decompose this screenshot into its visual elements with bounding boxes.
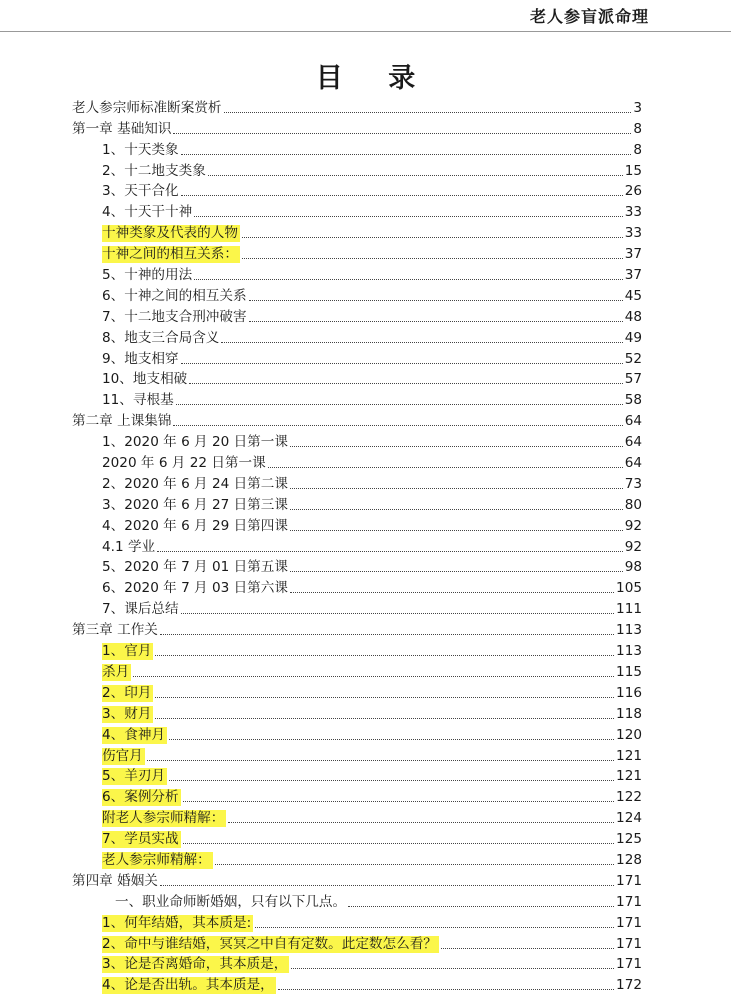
toc-page-number: 64 <box>624 434 642 451</box>
toc-entry-label: 第二章 上课集锦 <box>72 413 172 430</box>
dot-leader <box>181 154 632 155</box>
dot-leader <box>278 989 614 990</box>
dot-leader <box>441 948 614 949</box>
toc-entry[interactable] <box>72 514 642 535</box>
toc-entry[interactable] <box>72 472 642 493</box>
toc-entry-label: 7、学员实战 <box>102 831 179 848</box>
dot-leader <box>160 885 614 886</box>
dot-leader <box>194 216 622 217</box>
toc-entry[interactable] <box>72 576 642 597</box>
toc-entry-label: 6、案例分析 <box>102 789 179 806</box>
toc-entry-label: 5、羊刃月 <box>102 768 166 785</box>
dot-leader <box>228 822 614 823</box>
toc-entry-label: 4、食神月 <box>102 726 166 743</box>
dot-leader <box>268 467 623 468</box>
dot-leader <box>155 718 614 719</box>
toc-entry[interactable] <box>72 597 642 618</box>
toc-page-number: 125 <box>616 831 642 848</box>
toc-entry[interactable] <box>72 639 642 660</box>
dot-leader <box>155 655 614 656</box>
toc-entry-label: 附老人参宗师精解： <box>102 810 225 827</box>
dot-leader <box>215 864 614 865</box>
toc-entry-label: 7、课后总结 <box>102 601 179 618</box>
toc-entry[interactable] <box>72 284 642 305</box>
toc-entry-label: 十神之间的相互关系： <box>102 246 238 263</box>
dot-leader <box>147 760 614 761</box>
toc-entry-label: 2、十二地支类象 <box>102 162 206 179</box>
toc-entry-label: 2020 年 6 月 22 日第一课 <box>102 455 266 472</box>
toc-entry[interactable] <box>72 242 642 263</box>
toc-page-number: 64 <box>624 455 642 472</box>
dot-leader <box>173 133 631 134</box>
toc-entry-label: 3、论是否离婚命，其本质是， <box>102 956 288 973</box>
dot-leader <box>183 801 614 802</box>
toc-entry[interactable] <box>72 702 642 723</box>
toc-entry[interactable] <box>72 890 642 911</box>
toc-page-number: 45 <box>624 287 642 304</box>
toc-page-number: 58 <box>624 392 642 409</box>
toc-page-number: 98 <box>624 559 642 576</box>
toc-page-number: 111 <box>616 601 642 618</box>
dot-leader <box>183 843 614 844</box>
toc-page-number: 116 <box>616 684 642 701</box>
running-header: 老人参盲派命理 <box>529 7 649 26</box>
toc-page-number: 8 <box>633 120 642 137</box>
toc-page-number: 120 <box>616 726 642 743</box>
dot-leader <box>290 488 623 489</box>
toc-page-number: 115 <box>616 663 642 680</box>
toc-entry[interactable] <box>72 556 642 577</box>
toc-entry[interactable] <box>72 347 642 368</box>
toc-entry-label: 一、职业命师断婚姻，只有以下几点。 <box>115 893 347 910</box>
toc-page-number: 122 <box>616 789 642 806</box>
toc-entry[interactable] <box>72 723 642 744</box>
toc-page-number: 105 <box>616 580 642 597</box>
toc-entry-label: 1、十天类象 <box>102 141 179 158</box>
toc-entry-label: 6、十神之间的相互关系 <box>102 287 247 304</box>
toc-entry-label: 伤官月 <box>102 747 143 764</box>
toc-page-number: 3 <box>633 99 642 116</box>
toc-entry-label: 十神类象及代表的人物 <box>102 225 238 242</box>
dot-leader <box>208 175 623 176</box>
dot-leader <box>133 676 614 677</box>
toc-entry-label: 4、2020 年 6 月 29 日第四课 <box>102 517 288 534</box>
toc-entry-label: 6、2020 年 7 月 03 日第六课 <box>102 580 288 597</box>
toc-entry[interactable] <box>72 765 642 786</box>
toc-entry-label: 5、2020 年 7 月 01 日第五课 <box>102 559 288 576</box>
dot-leader <box>291 968 614 969</box>
toc-page-number: 121 <box>616 747 642 764</box>
toc-entry[interactable] <box>72 117 642 138</box>
toc-entry-label: 老人参宗师标准断案赏析 <box>72 99 222 116</box>
toc-entry[interactable] <box>72 430 642 451</box>
dot-leader <box>169 780 614 781</box>
toc-page-number: 128 <box>616 851 642 868</box>
toc-entry-label: 3、财月 <box>102 705 152 722</box>
toc-page-number: 121 <box>616 768 642 785</box>
toc-entry-label: 1、2020 年 6 月 20 日第一课 <box>102 434 288 451</box>
dot-leader <box>290 571 623 572</box>
toc-entry-label: 第一章 基础知识 <box>72 120 172 137</box>
toc-entry[interactable] <box>72 932 642 953</box>
toc-page-number: 113 <box>616 643 642 660</box>
dot-leader <box>181 613 614 614</box>
toc-page-number: 80 <box>624 496 642 513</box>
toc-entry[interactable] <box>72 200 642 221</box>
toc-entry-label: 3、2020 年 6 月 27 日第三课 <box>102 496 288 513</box>
toc-page-number: 113 <box>616 622 642 639</box>
toc-entry[interactable] <box>72 911 642 932</box>
toc-entry[interactable] <box>72 681 642 702</box>
toc-entry-label: 8、地支三合局含义 <box>102 329 220 346</box>
toc-entry[interactable] <box>72 305 642 326</box>
toc-entry-label: 10、地支相破 <box>102 371 188 388</box>
toc-entry-label: 第三章 工作关 <box>72 622 158 639</box>
toc-entry[interactable] <box>72 827 642 848</box>
toc-page-number: 57 <box>624 371 642 388</box>
toc-entry[interactable] <box>72 535 642 556</box>
dot-leader <box>249 300 623 301</box>
dot-leader <box>224 112 632 113</box>
toc-entry-label: 2、2020 年 6 月 24 日第二课 <box>102 475 288 492</box>
toc-entry-label: 1、官月 <box>102 643 152 660</box>
toc-entry[interactable] <box>72 451 642 472</box>
toc-entry[interactable] <box>72 138 642 159</box>
toc-entry-label: 第四章 婚姻关 <box>72 872 158 889</box>
toc-page-number: 124 <box>616 810 642 827</box>
toc-page-number: 8 <box>633 141 642 158</box>
toc-page-number: 15 <box>624 162 642 179</box>
table-of-contents <box>72 96 642 994</box>
toc-page-number: 26 <box>624 183 642 200</box>
toc-entry[interactable] <box>72 806 642 827</box>
dot-leader <box>348 906 614 907</box>
toc-page-number: 92 <box>624 538 642 555</box>
toc-page-number: 64 <box>624 413 642 430</box>
toc-entry-label: 4、论是否出轨。其本质是， <box>102 977 274 994</box>
toc-page-number: 118 <box>616 705 642 722</box>
toc-page-number: 33 <box>624 225 642 242</box>
toc-page-number: 92 <box>624 517 642 534</box>
toc-entry-label: 4、十天干十神 <box>102 204 193 221</box>
dot-leader <box>249 321 623 322</box>
dot-leader <box>173 425 622 426</box>
toc-entry-label: 5、十神的用法 <box>102 267 193 284</box>
toc-page-number: 171 <box>616 893 642 910</box>
toc-entry-label: 2、命中与谁结婚，冥冥之中自有定数。此定数怎么看？ <box>102 935 437 952</box>
toc-page-number: 37 <box>624 267 642 284</box>
toc-entry[interactable] <box>72 785 642 806</box>
toc-entry[interactable] <box>72 848 642 869</box>
dot-leader <box>255 927 614 928</box>
toc-entry[interactable] <box>72 159 642 180</box>
toc-page-number: 52 <box>624 350 642 367</box>
dot-leader <box>160 634 614 635</box>
dot-leader <box>194 279 622 280</box>
toc-page-number: 37 <box>624 246 642 263</box>
dot-leader <box>176 404 623 405</box>
dot-leader <box>221 342 622 343</box>
toc-page-number: 172 <box>616 977 642 994</box>
dot-leader <box>290 446 623 447</box>
dot-leader <box>155 697 614 698</box>
page-title: 目 录 <box>315 63 434 94</box>
toc-entry[interactable] <box>72 326 642 347</box>
toc-entry[interactable] <box>72 660 642 681</box>
toc-entry-label: 11、寻根基 <box>102 392 174 409</box>
dot-leader <box>290 530 623 531</box>
toc-entry[interactable] <box>72 409 642 430</box>
toc-entry-label: 3、天干合化 <box>102 183 179 200</box>
toc-page-number: 171 <box>616 956 642 973</box>
toc-page-number: 33 <box>624 204 642 221</box>
toc-page-number: 171 <box>616 914 642 931</box>
dot-leader <box>290 509 623 510</box>
toc-entry-label: 9、地支相穿 <box>102 350 179 367</box>
toc-entry[interactable] <box>72 180 642 201</box>
toc-entry-label: 杀月 <box>102 663 130 680</box>
dot-leader <box>181 363 623 364</box>
toc-entry-label: 7、十二地支合刑冲破害 <box>102 308 247 325</box>
dot-leader <box>290 592 614 593</box>
toc-page-number: 171 <box>616 872 642 889</box>
toc-entry[interactable] <box>72 96 642 117</box>
toc-entry[interactable] <box>72 618 642 639</box>
dot-leader <box>181 195 623 196</box>
dot-leader <box>169 739 614 740</box>
toc-entry[interactable] <box>72 869 642 890</box>
dot-leader <box>189 383 622 384</box>
toc-page-number: 48 <box>624 308 642 325</box>
toc-entry[interactable] <box>72 263 642 284</box>
toc-entry[interactable] <box>72 744 642 765</box>
dot-leader <box>242 237 623 238</box>
toc-page-number: 73 <box>624 475 642 492</box>
toc-entry-label: 4.1 学业 <box>102 538 156 555</box>
toc-entry-label: 1、何年结婚，其本质是: <box>102 914 252 931</box>
toc-page-number: 171 <box>616 935 642 952</box>
toc-entry[interactable] <box>72 368 642 389</box>
dot-leader <box>242 258 623 259</box>
toc-entry[interactable] <box>72 388 642 409</box>
toc-entry[interactable] <box>72 953 642 974</box>
toc-entry-label: 老人参宗师精解： <box>102 851 211 868</box>
toc-page-number: 49 <box>624 329 642 346</box>
header-divider <box>0 31 731 32</box>
toc-entry[interactable] <box>72 973 642 994</box>
toc-entry[interactable] <box>72 221 642 242</box>
dot-leader <box>157 551 623 552</box>
toc-entry[interactable] <box>72 493 642 514</box>
toc-entry-label: 2、印月 <box>102 684 152 701</box>
